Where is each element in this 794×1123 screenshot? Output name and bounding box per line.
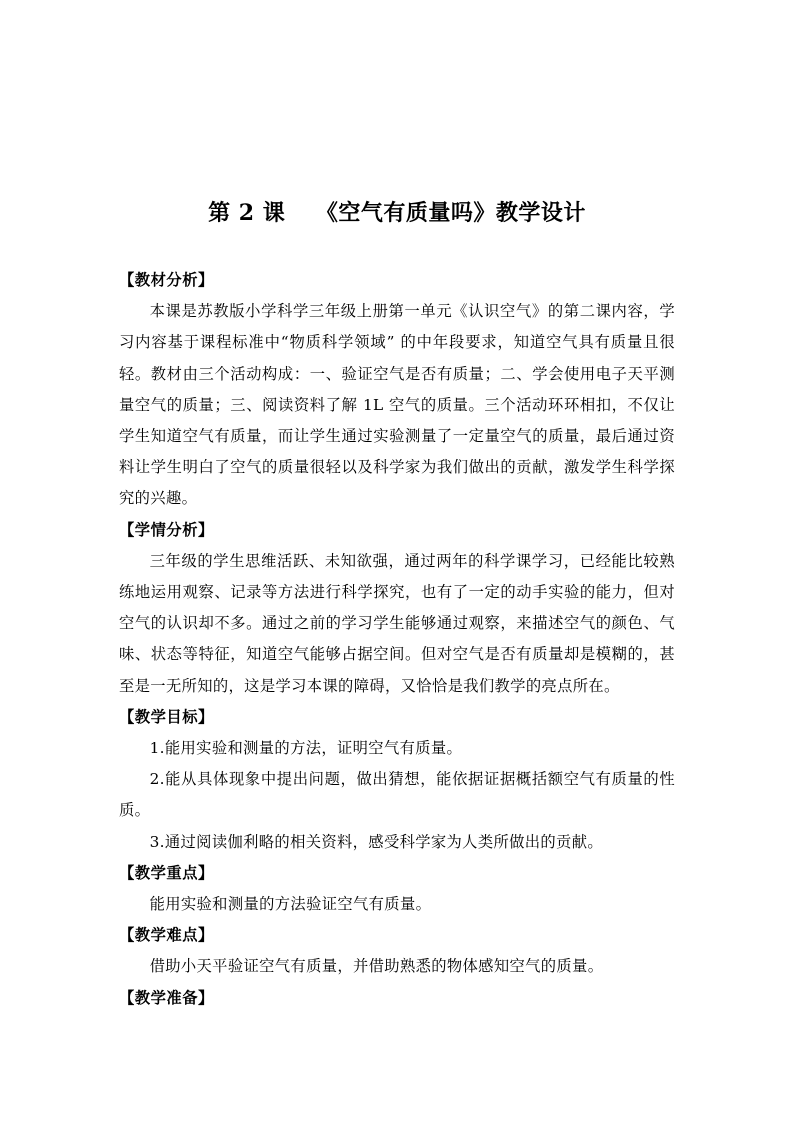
section-student-analysis bbox=[119, 515, 675, 702]
paragraph: 三年级的学生思维活跃、未知欲强，通过两年的科学课学习，已经能比较熟练地运用观察、记录等方法进行科学探究，也有了一定的动手实验的能力，但对空气的认识却不多。通过之前的学习学生能够通过观察，来描述空气的颜色、气味、状态等特征，知道空气能够占据空间。但对空气是否有质量却是模糊的，甚至是一无所知的，这是学习本课的障碍，又恰恰是我们教学的亮点所在。 bbox=[119, 551, 675, 695]
goal-item: 3.通过阅读伽利略的相关资料，感受科学家为人类所做出的贡献。 bbox=[149, 832, 604, 851]
section-heading: 【教学难点】 bbox=[119, 926, 214, 945]
paragraph: 本课是苏教版小学科学三年级上册第一单元《认识空气》的第二课内容，学习内容基于课程标准中“物质科学领域” 的中年段要求，知道空气具有质量且很轻。教材由三个活动构成：一、验证空气是否有质量；二、学会使用电子天平测量空气的质量；三、阅读资料了解 1L 空气的质量。三个活动环环相扣，不仅让学生知道空气有质量，而让学生通过实验测量了一定量空气的质量，最后通过资料让学生明白了空气的质量很轻以及科学家为我们做出的贡献，激发学生科学探究的兴趣。 bbox=[119, 302, 675, 508]
goal-item: 1.能用实验和测量的方法，证明空气有质量。 bbox=[149, 739, 463, 758]
section-heading: 【教学重点】 bbox=[119, 863, 214, 882]
section-heading: 【教材分析】 bbox=[119, 271, 214, 289]
section-heading: 【教学准备】 bbox=[119, 988, 214, 1007]
paragraph: 能用实验和测量的方法验证空气有质量。 bbox=[149, 895, 432, 914]
section-heading: 【教学目标】 bbox=[119, 707, 214, 726]
section-teaching-preparation bbox=[119, 983, 675, 1014]
section-difficult-points bbox=[119, 920, 675, 982]
paragraph: 借助小天平验证空气有质量，并借助熟悉的物体感知空气的质量。 bbox=[149, 957, 604, 976]
section-key-points bbox=[119, 858, 675, 920]
goal-item: 2.能从具体现象中提出问题，做出猜想，能依据证据概括额空气有质量的性质。 bbox=[119, 770, 675, 820]
document-body bbox=[119, 265, 675, 1014]
section-textbook-analysis bbox=[119, 265, 675, 515]
section-teaching-goals bbox=[119, 702, 675, 858]
page-title: 第 2 课 《空气有质量吗》教学设计 bbox=[208, 200, 586, 226]
section-heading: 【学情分析】 bbox=[119, 520, 214, 539]
